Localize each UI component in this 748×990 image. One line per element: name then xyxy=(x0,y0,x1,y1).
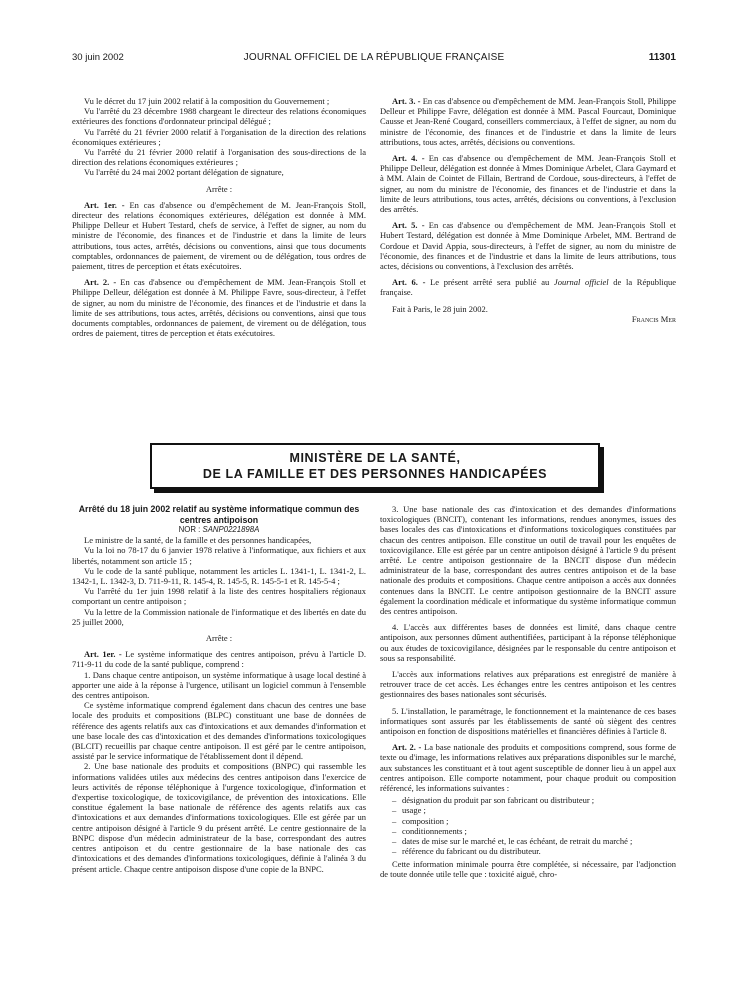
list-item: – dates de mise sur le marché et, le cas échéant, de retrait du marché ; xyxy=(392,836,676,846)
article-6 xyxy=(380,277,676,297)
article-text: de la République française. xyxy=(380,277,676,298)
body-paragraph: 1. Dans chaque centre antipoison, un système informatique à usage local destiné à apporter une aide à la réponse à l'urgence, utilisant un logiciel commun à l'ensemble des centres antipoison. xyxy=(72,669,366,701)
article-2 xyxy=(72,277,366,338)
header-date: 30 juin 2002 xyxy=(72,52,124,63)
article-label: Art. 2. - xyxy=(84,277,117,288)
article-label: Art. 4. - xyxy=(392,153,425,164)
list-item: – usage ; xyxy=(392,805,676,815)
visa-paragraph: Vu l'arrêté du 21 février 2000 relatif à l'organisation des sous-directions de la direction des relations économiques extérieures ; xyxy=(72,147,366,168)
bottom-left-column xyxy=(72,504,366,874)
information-list xyxy=(380,795,676,856)
article-label: Art. 2. - xyxy=(392,742,422,753)
top-right-column xyxy=(380,96,676,324)
nor-reference xyxy=(72,525,366,535)
place-date-line: Fait à Paris, le 28 juin 2002. xyxy=(392,303,488,314)
article-text: Le système informatique des centres antipoison, prévu à l'article D. 711-9-11 du code de la santé publique, comprend : xyxy=(72,649,366,670)
bottom-right-column xyxy=(380,504,676,879)
article-text: En cas d'absence ou d'empêchement de MM. Jean-François Stoll, Philippe Delleur et Philippe Favre, délégation est donnée à MM. Pascal Fourcaut, Dominique Causse et Jean-René Cougard, conseillers commerciaux, à l'effet de signer, au nom du ministre de l'économie, des finances et de l'industrie et dans la limite de leurs attributions, tous actes, arrêtés, décisions ou conventions. xyxy=(380,96,677,147)
article-text: La base nationale des produits et compositions comprend, sous forme de texte ou d'image, les informations relatives aux préparations disponibles sur le marché, aux substances les constituant et à tout agent susceptible de donner lieu à un appel aux centres antipoison. Elle comporte notamment, pour chaque produit ou composition référencé, les informations suivantes : xyxy=(380,742,677,794)
visa-paragraph: Vu la loi no 78-17 du 6 janvier 1978 relative à l'informatique, aux fichiers et aux libertés, notamment son article 15 ; xyxy=(72,545,366,566)
article-text: En cas d'absence ou d'empêchement de MM. Jean-François Stoll et Hubert Testard, délégation est donnée à Mme Dominique Arbelet, MM. Bertrand de Cordoue et David Appia, sous-directeurs, à l'effet de signer, au nom du ministre de l'économie, des finances et de l'industrie et dans la limite de leurs attributions, tous actes, décisions ou conventions, à l'exclusion des arrêtés. xyxy=(380,220,677,272)
body-paragraph: Ce système informatique comprend également dans chacun des centres une base locale des produits et compositions (BLPC) constituant une base de données de référence des agents relatifs aux cas d'intoxications et aux demandes d'information et une base locale des cas d'intoxication et des demandes d'informations toxicologiques (BLCIT) recueillis par chaque centre antipoison. Il est géré par le centre antipoison, assisté par le service informatique de l'établissement dont il dépend. xyxy=(72,700,366,762)
header-journal-title: JOURNAL OFFICIEL DE LA RÉPUBLIQUE FRANÇAISE xyxy=(243,52,505,63)
article-3 xyxy=(380,96,676,147)
arrete-heading: Arrête : xyxy=(205,633,233,644)
article-label: Art. 1er. - xyxy=(84,199,125,210)
list-item: – désignation du produit par son fabricant ou distributeur ; xyxy=(392,795,676,805)
article-label: Art. 3. - xyxy=(392,96,421,106)
body-paragraph: 3. Une base nationale des cas d'intoxication et des demandes d'informations toxicologiques (BNCIT), contenant les informations, rendues anonymes, issues des bases locales des cas d'intoxications et d'informations toxicologiques constituées par chacun des centres antipoison. Elle constitue un outil de travail pour les enquêtes de toxicovigilance. Elle est gérée par un centre antipoison désigné à l'article 9 du présent arrêté. Le centre antipoison gestionnaire de la BNCIT dispose d'un médecin administrateur de la base, correspondant des autres centres antipoison et de la base nationale des produits et compositions. Chaque centre antipoison a accès aux données contenues dans la BNCIT. Le centre antipoison gestionnaire de la BNCIT assure également la coordination médicale et informatique du système informatique commun des centres antipoison. xyxy=(380,504,676,617)
nor-code: SANP0221898A xyxy=(202,525,260,534)
signature: Francis Mer xyxy=(631,313,676,324)
visa-paragraph: Vu l'arrêté du 23 décembre 1988 chargeant le directeur des relations économiques extérieures des fonctions d'ordonnateur principal délégué ; xyxy=(72,106,366,127)
article-text: En cas d'absence ou d'empêchement de M. Jean-François Stoll, directeur des relations économiques extérieures, délégation est donnée à MM. Philippe Delleur et Hubert Testard, chefs de service, à l'effet de signer, au nom du ministre de l'économie, des finances et de l'industrie et dans la limite de leurs attributions, tous actes, arrêtés, décisions ou conventions, ainsi que tous documents comptables, ordonnances de paiement, de virement ou de délégation, tous ordres de paiement, titres de perception et états exécutoires. xyxy=(72,199,367,272)
body-paragraph: Cette information minimale pourra être complétée, si nécessaire, par l'adjonction de toute donnée utile telle que : toxicité aiguë, chro- xyxy=(380,858,676,879)
ministry-line-2: DE LA FAMILLE ET DES PERSONNES HANDICAPÉES xyxy=(202,467,548,481)
running-header xyxy=(72,52,676,66)
ministry-line-1: MINISTÈRE DE LA SANTÉ, xyxy=(289,451,461,465)
arrete-heading: Arrête : xyxy=(205,183,233,194)
body-paragraph: 2. Une base nationale des produits et compositions (BNPC) qui rassemble les informations validées utiles aux médecins des centres antipoison dans l'exercice de leurs activités de réponse téléphonique à l'urgence toxicologique, d'information et d'expertise toxicologique, de toxicovigilance, de prévention des intoxications. Elle constitue également la base nationale de référence des agents relatifs aux cas d'intoxications et aux demandes d'informations toxicologiques. Elle est gérée par un centre antipoison désigné à l'article 9 du présent arrêté. Le centre gestionnaire de la BNPC dispose d'un médecin administrateur de la base, correspondant des autres centres antipoison et du centre gestionnaire de la base nationale des cas d'intoxications et des demandes d'informations toxicologiques, définie à l'alinéa 3 du présent article. Chaque centre antipoison dispose d'une copie de la BNPC. xyxy=(72,761,366,874)
visa-paragraph: Vu le code de la santé publique, notamment les articles L. 1341-1, L. 1341-2, L. 1342-1, L. 1342-3, D. 711-9-11, R. 145-4, R. 145-5, R. 145-5-1 et R. 145-5-4 ; xyxy=(72,565,366,587)
visa-paragraph: Vu l'arrêté du 24 mai 2002 portant délégation de signature, xyxy=(84,167,284,178)
top-left-column xyxy=(72,96,366,338)
article-4 xyxy=(380,153,676,214)
decree-title: Arrêté du 18 juin 2002 relatif au système informatique commun des centres antipoison xyxy=(78,504,360,525)
article-1 xyxy=(72,649,366,669)
body-paragraph: 4. L'accès aux différentes bases de données est limité, dans chaque centre antipoison, aux personnes dûment authentifiées, participant à la réponse téléphonique ou aux études de toxicovigilance, désignées par le responsable du centre antipoison et sous sa responsabilité. xyxy=(380,622,676,663)
article-1 xyxy=(72,200,366,271)
article-label: Art. 1er. - xyxy=(84,649,122,660)
visa-paragraph: Vu le décret du 17 juin 2002 relatif à la composition du Gouvernement ; xyxy=(84,96,330,106)
visa-paragraph: Vu la lettre de la Commission nationale de l'informatique et des libertés en date du 25 juillet 2000, xyxy=(72,606,366,627)
article-5 xyxy=(380,220,676,271)
header-page-number: 11301 xyxy=(648,52,676,63)
article-text: En cas d'absence ou d'empêchement de MM. Jean-François Stoll et Philippe Delleur, délégation est donnée à Mmes Dominique Arbelet, Clara Gaymard et à MM. Alain de Cointet de Fillain, Bertrand de Cordoue, sous-directeurs, à l'effet de signer, au nom du ministre de l'économie, des finances et de l'industrie et dans la limite de leurs attributions, tous actes, arrêtés, décisions ou conventions, à l'exclusion des arrêtés. xyxy=(380,153,677,215)
article-label: Art. 5. - xyxy=(392,220,425,231)
list-item: – référence du fabricant ou du distributeur. xyxy=(392,846,676,856)
article-text: En cas d'absence ou d'empêchement de MM. Jean-François Stoll et Philippe Delleur, délégation est donnée à M. Philippe Favre, sous-directeur, à l'effet de signer, au nom du ministre de l'économie, des finances et de l'industrie et dans la limite de ses attributions, tous actes, arrêtés, décisions ou conventions, ainsi que tous documents comptables, ordonnances de paiement, de virement ou de délégation, tous ordres de paiement, titres de perception et états exécutoires. xyxy=(72,277,367,339)
article-text: Le présent arrêté sera publié au xyxy=(430,277,554,288)
article-2 xyxy=(380,742,676,793)
list-item: – conditionnements ; xyxy=(392,826,676,836)
journal-officiel-italic: Journal officiel xyxy=(553,277,609,288)
visa-paragraph: Vu l'arrêté du 1er juin 1998 relatif à la liste des centres hospitaliers régionaux comportant un centre antipoison ; xyxy=(72,586,366,607)
list-item: – composition ; xyxy=(392,816,676,826)
body-paragraph: L'accès aux informations relatives aux préparations est enregistré de manière à retrouver trace de cet accès. Les échanges entre les centres antipoison et les centres gestionnaires des bases nationales sont sécurisés. xyxy=(380,669,676,700)
ministry-heading-box xyxy=(150,443,600,489)
nor-label: NOR : xyxy=(178,525,201,534)
visa-paragraph: Vu l'arrêté du 21 février 2000 relatif à l'organisation de la direction des relations économiques extérieures ; xyxy=(72,126,366,147)
body-paragraph: 5. L'installation, le paramétrage, le fonctionnement et la maintenance de ces bases informatiques sont assurés par les établissements de santé où siègent des centres antipoison en fonction de dispositions matérielles et financières définies à l'article 8. xyxy=(380,705,676,737)
preamble-paragraph: Le ministre de la santé, de la famille et des personnes handicapées, xyxy=(84,535,312,546)
article-label: Art. 6. - xyxy=(392,277,426,288)
